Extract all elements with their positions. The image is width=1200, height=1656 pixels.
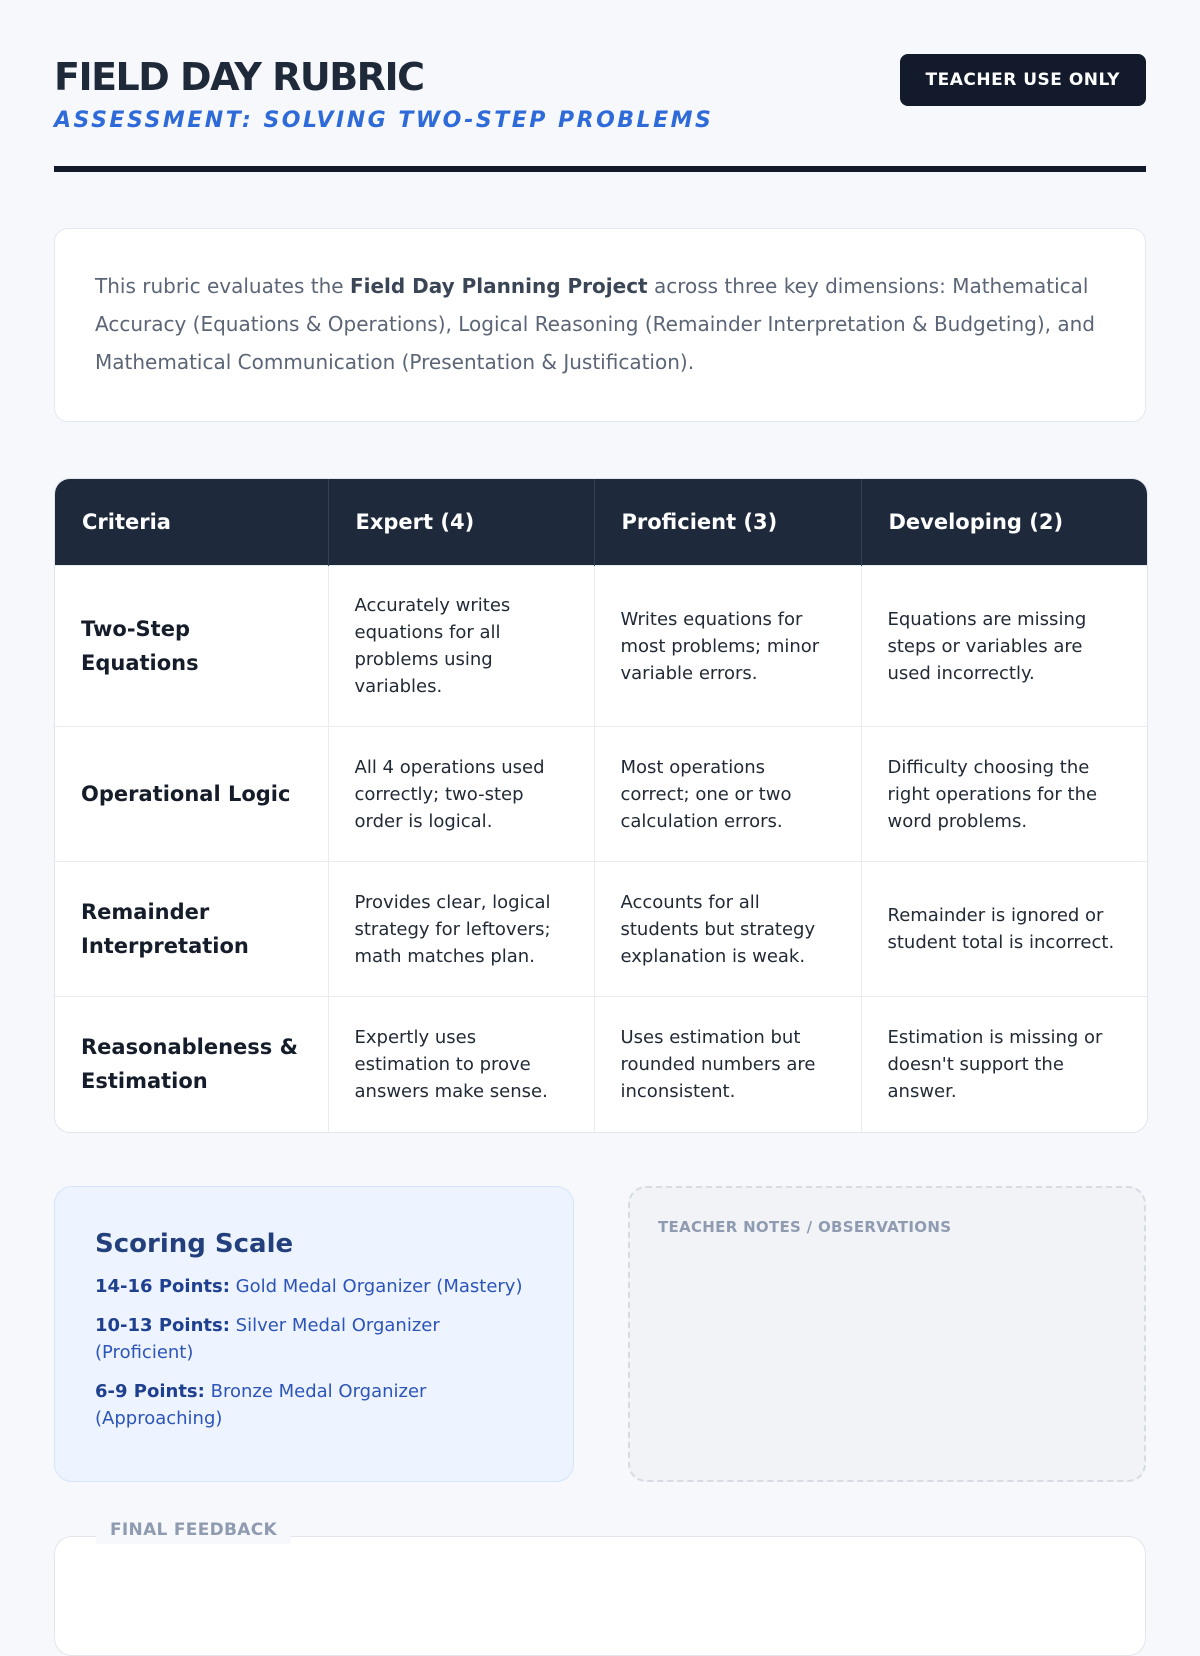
scoring-item-silver [95, 1312, 533, 1366]
table-row [55, 997, 1147, 1132]
scoring-item-bronze [95, 1378, 533, 1432]
developing-cell: Difficulty choosing the right operations for the word problems. [861, 727, 1147, 862]
header [54, 52, 1146, 133]
criteria-cell: Two-Step Equations [55, 566, 328, 727]
expert-cell: Provides clear, logical strategy for leftovers; math matches plan. [328, 862, 594, 997]
criteria-cell: Operational Logic [55, 727, 328, 862]
developing-cell: Equations are missing steps or variables are used incorrectly. [861, 566, 1147, 727]
header-divider [54, 166, 1146, 172]
final-feedback-label: FINAL FEEDBACK [96, 1516, 291, 1544]
intro-text-start: This rubric evaluates the [95, 274, 350, 298]
developing-cell: Estimation is missing or doesn't support the answer. [861, 997, 1147, 1132]
intro-panel [54, 228, 1146, 422]
developing-cell: Remainder is ignored or student total is incorrect. [861, 862, 1147, 997]
proficient-cell: Uses estimation but rounded numbers are inconsistent. [594, 997, 861, 1132]
expert-cell: All 4 operations used correctly; two-step order is logical. [328, 727, 594, 862]
header-developing: Developing (2) [861, 479, 1147, 566]
teacher-use-badge: TEACHER USE ONLY [900, 54, 1146, 106]
header-expert: Expert (4) [328, 479, 594, 566]
scoring-points: 14-16 Points: [95, 1276, 230, 1297]
proficient-cell: Accounts for all students but strategy explanation is weak. [594, 862, 861, 997]
teacher-notes-area[interactable] [628, 1186, 1146, 1482]
expert-cell: Expertly uses estimation to prove answers make sense. [328, 997, 594, 1132]
scoring-item-gold [95, 1273, 533, 1300]
table-row [55, 566, 1147, 727]
rubric-table [54, 478, 1148, 1133]
criteria-cell: Remainder Interpretation [55, 862, 328, 997]
table-header-row [55, 479, 1147, 566]
final-feedback-area[interactable] [54, 1536, 1146, 1656]
intro-project-name: Field Day Planning Project [349, 274, 648, 298]
scoring-scale-panel [54, 1186, 574, 1482]
proficient-cell: Most operations correct; one or two calculation errors. [594, 727, 861, 862]
criteria-cell: Reasonableness & Estimation [55, 997, 328, 1132]
scoring-label: Silver Medal Organizer (Proficient) [95, 1315, 440, 1363]
table-row [55, 727, 1147, 862]
header-criteria: Criteria [55, 479, 328, 566]
table-row [55, 862, 1147, 997]
page-title: FIELD DAY RUBRIC [54, 55, 424, 99]
scoring-points: 10-13 Points: [95, 1315, 230, 1336]
intro-text-end: across three key dimensions: Mathematical Accuracy (Equations & Operations), Logical Reasoning (Remainder Interpretation & Budgeting), and Mathematical Communication (Presentation & Justification). [95, 274, 1095, 374]
proficient-cell: Writes equations for most problems; minor variable errors. [594, 566, 861, 727]
scoring-label: Bronze Medal Organizer (Approaching) [95, 1381, 427, 1429]
scoring-label: Gold Medal Organizer (Mastery) [235, 1276, 523, 1297]
header-proficient: Proficient (3) [594, 479, 861, 566]
expert-cell: Accurately writes equations for all problems using variables. [328, 566, 594, 727]
scoring-points: 6-9 Points: [95, 1381, 205, 1402]
scoring-scale-title: Scoring Scale [95, 1229, 294, 1259]
teacher-notes-label: TEACHER NOTES / OBSERVATIONS [658, 1218, 952, 1236]
page-subtitle: ASSESSMENT: SOLVING TWO-STEP PROBLEMS [54, 108, 714, 133]
